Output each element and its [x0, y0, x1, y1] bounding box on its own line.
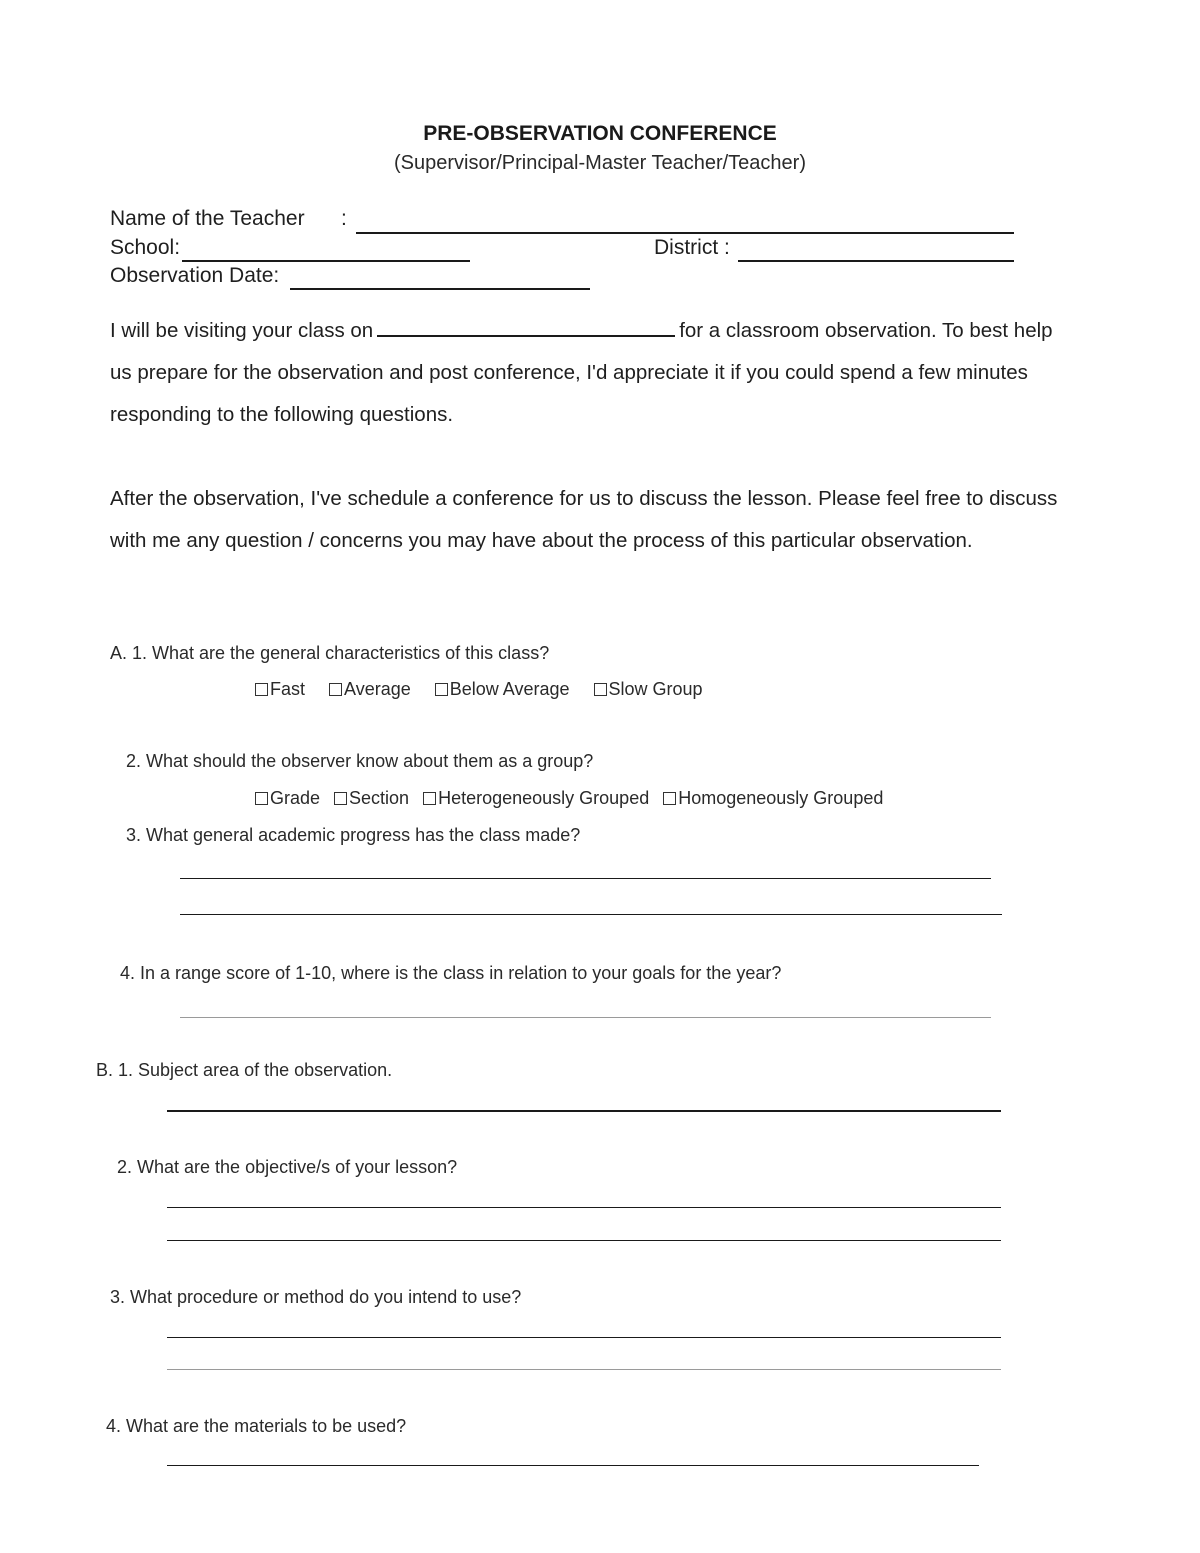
checkbox-icon[interactable] — [334, 792, 347, 805]
checkbox-icon[interactable] — [435, 683, 448, 696]
school-label: School: — [110, 236, 181, 259]
checkbox-icon[interactable] — [255, 683, 268, 696]
question-a1: A. 1. What are the general characteristics of this class? — [110, 643, 550, 663]
option-label: Average — [344, 679, 411, 699]
observation-date-label: Observation Date: — [110, 264, 280, 287]
district-label: District : — [654, 236, 730, 259]
intro-paragraph — [110, 310, 1070, 436]
checkbox-icon[interactable] — [423, 792, 436, 805]
answer-line-b3-2[interactable] — [167, 1369, 1001, 1370]
form-subtitle: (Supervisor/Principal-Master Teacher/Teacher) — [393, 152, 806, 174]
checkbox-icon[interactable] — [329, 683, 342, 696]
question-a2: 2. What should the observer know about them as a group? — [126, 751, 594, 771]
grouping-options — [255, 788, 883, 809]
option-fast[interactable] — [255, 679, 305, 700]
visit-date-field[interactable] — [377, 317, 675, 337]
option-label: Homogeneously Grouped — [678, 788, 884, 808]
question-b4: 4. What are the materials to be used? — [106, 1416, 407, 1436]
option-label: Section — [349, 788, 410, 808]
answer-line-b2-2[interactable] — [167, 1240, 1001, 1241]
option-below-average[interactable] — [435, 679, 570, 700]
conference-paragraph: After the observation, I've schedule a conference for us to discuss the lesson. Please feel free to discuss with me any question / concerns you may have about the process of this particular observation. — [110, 487, 1058, 552]
answer-line-a4[interactable] — [180, 1017, 991, 1018]
answer-line-b1[interactable] — [167, 1110, 1001, 1112]
question-a3: 3. What general academic progress has the class made? — [126, 825, 581, 845]
option-homogeneously-grouped[interactable] — [663, 788, 883, 809]
checkbox-icon[interactable] — [663, 792, 676, 805]
observation-date-field[interactable] — [290, 288, 590, 290]
question-b1: B. 1. Subject area of the observation. — [96, 1060, 393, 1080]
answer-line-b2-1[interactable] — [167, 1207, 1001, 1208]
checkbox-icon[interactable] — [255, 792, 268, 805]
answer-line-b3-1[interactable] — [167, 1337, 1001, 1338]
teacher-name-label: Name of the Teacher — [110, 207, 305, 230]
option-grade[interactable] — [255, 788, 320, 809]
teacher-name-colon: : — [341, 207, 347, 230]
answer-line-a3-2[interactable] — [180, 914, 1002, 915]
checkbox-icon[interactable] — [594, 683, 607, 696]
option-label: Fast — [270, 679, 306, 699]
district-field[interactable] — [738, 260, 1014, 262]
teacher-name-field[interactable] — [356, 232, 1014, 234]
intro-text-end: for a classroom observation. To best help us prepare for the observation and post conference, I'd appreciate it if you could spend a few minutes responding to the following questions. — [110, 319, 1053, 426]
option-label: Grade — [270, 788, 321, 808]
intro-text-start: I will be visiting your class on — [110, 319, 374, 342]
school-field[interactable] — [182, 260, 470, 262]
answer-line-b4[interactable] — [167, 1465, 979, 1466]
question-a4: 4. In a range score of 1-10, where is the class in relation to your goals for the year? — [120, 963, 782, 983]
form-title: PRE-OBSERVATION CONFERENCE — [423, 122, 777, 145]
option-heterogeneously-grouped[interactable] — [423, 788, 649, 809]
option-label: Below Average — [449, 679, 570, 699]
option-average[interactable] — [329, 679, 411, 700]
question-b2: 2. What are the objective/s of your lesson? — [117, 1157, 458, 1177]
option-slow-group[interactable] — [594, 679, 703, 700]
option-label: Slow Group — [608, 679, 703, 699]
answer-line-a3-1[interactable] — [180, 878, 991, 879]
class-characteristics-options — [255, 679, 703, 700]
option-label: Heterogeneously Grouped — [438, 788, 650, 808]
option-section[interactable] — [334, 788, 409, 809]
question-b3: 3. What procedure or method do you intend to use? — [110, 1287, 522, 1307]
